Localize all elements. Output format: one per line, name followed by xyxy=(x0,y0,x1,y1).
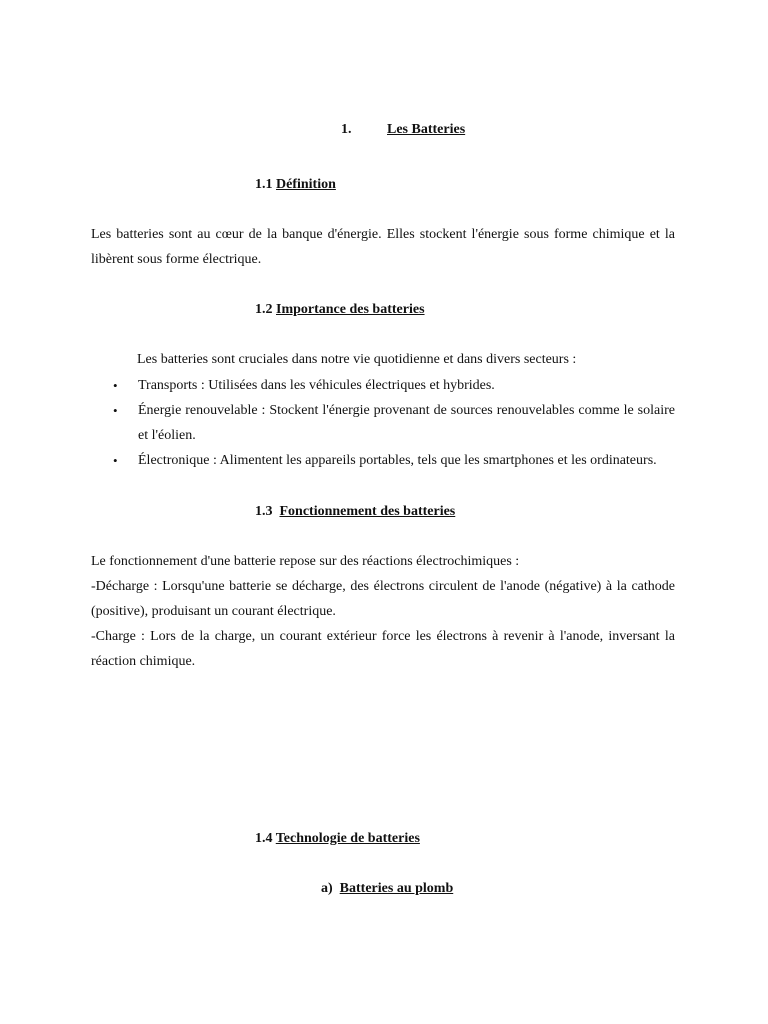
heading-1-4-number: 1.4 xyxy=(255,831,273,846)
heading-1-4 xyxy=(255,830,420,848)
importance-list xyxy=(91,373,675,473)
subheading-a-title: Batteries au plomb xyxy=(339,881,454,896)
bullet-icon: • xyxy=(113,403,118,418)
section-1-title: Les Batteries xyxy=(387,122,466,137)
heading-1-1-number: 1.1 xyxy=(255,177,273,192)
heading-1-3-title: Fonctionnement des batteries xyxy=(279,504,456,519)
heading-1-3 xyxy=(255,503,455,521)
bullet-icon: • xyxy=(113,453,118,468)
functioning-line-discharge: -Décharge : Lorsqu'une batterie se décharge, des électrons circulent de l'anode (négative) à la cathode (positive), produisant un courant électrique. xyxy=(91,579,675,619)
subheading-a-label: a) xyxy=(321,881,333,896)
functioning-paragraph xyxy=(91,549,675,674)
importance-intro: Les batteries sont cruciales dans notre vie quotidienne et dans divers secteurs : xyxy=(137,352,577,367)
bullet-icon: • xyxy=(113,378,118,393)
heading-1-2-number: 1.2 xyxy=(255,302,273,317)
heading-1-1-title: Définition xyxy=(276,177,336,192)
list-item-text: Énergie renouvelable : Stockent l'énergie provenant de sources renouvelables comme le solaire et l'éolien. xyxy=(138,403,675,443)
functioning-line-intro: Le fonctionnement d'une batterie repose sur des réactions électrochimiques : xyxy=(91,554,520,569)
heading-1-4-title: Technologie de batteries xyxy=(275,831,420,846)
list-item-text: Transports : Utilisées dans les véhicules électriques et hybrides. xyxy=(138,378,495,393)
functioning-line-charge: -Charge : Lors de la charge, un courant extérieur force les électrons à revenir à l'anode, inversant la réaction chimique. xyxy=(91,629,675,669)
list-item xyxy=(91,373,675,398)
section-1-number: 1. xyxy=(341,122,352,137)
heading-1-2-title: Importance des batteries xyxy=(276,302,425,317)
list-item-text: Électronique : Alimentent les appareils portables, tels que les smartphones et les ordinateurs. xyxy=(138,453,657,468)
list-item xyxy=(91,448,675,473)
heading-1-3-number: 1.3 xyxy=(255,504,273,519)
list-item xyxy=(91,398,675,448)
subheading-a xyxy=(321,880,453,898)
heading-1-2 xyxy=(255,301,425,319)
definition-paragraph: Les batteries sont au cœur de la banque d'énergie. Elles stockent l'énergie sous forme chimique et la libèrent sous forme électrique. xyxy=(91,227,675,267)
heading-1-1 xyxy=(255,176,336,194)
